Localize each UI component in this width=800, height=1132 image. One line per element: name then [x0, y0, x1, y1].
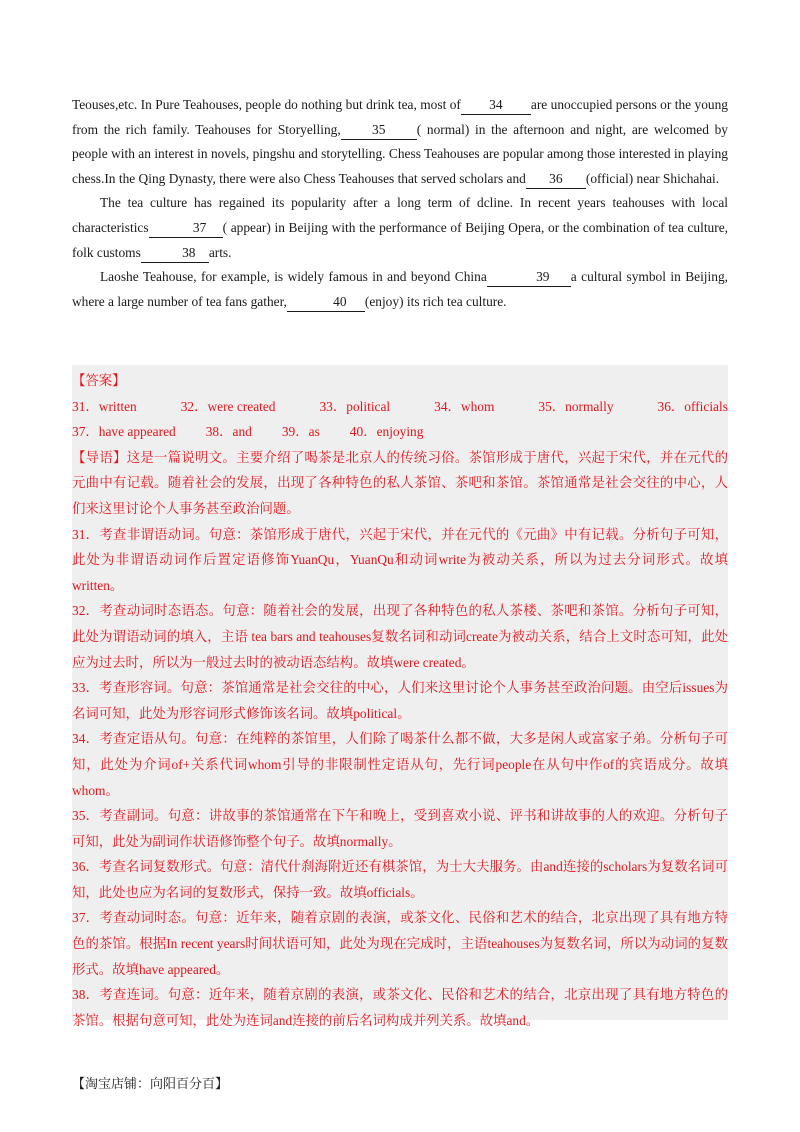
explanation-34: 34．考查定语从句。句意：在纯粹的茶馆里，人们除了喝茶什么都不做，大多是闲人或富家子弟。分析句子可知，此处为介词of+关系代词whom引导的非限制性定语从句，先行词people在从句中作of的宾语成分。故填whom。 [72, 731, 728, 798]
passage-text: Laoshe Teahouse, for example, is widely famous in and beyond China [100, 269, 487, 285]
answer-38: 38．and [205, 424, 252, 440]
blank-37: 37 [149, 219, 223, 238]
blank-39: 39 [487, 268, 571, 287]
blank-34: 34 [461, 96, 531, 115]
explanation-32: 32．考查动词时态语态。句意：随着社会的发展，出现了各种特色的私人茶楼、茶吧和茶馆。分析句子可知，此处为谓语动词的填入，主语 tea bars and teahouses复数名词和动词create为被动关系，结合上文时态可知，此处应为过去时，所以为一般过去时的被动语态结构。故填were created。 [72, 603, 728, 670]
answer-section [72, 368, 728, 1033]
passage-paragraph-2 [72, 191, 728, 265]
passage-text: are unoccupied persons or the young from the rich family. Teahouses for Storyelling, [72, 97, 728, 137]
passage-text: ( normal) in the afternoon and night, are welcomed by people with an interest in novels, pingshu and storytelling. Chess Teahouses are popular among those interested in playing chess.In the Qing Dynasty, there were also Chess Teahouses that served scholars and [72, 121, 729, 186]
explanation-31: 31．考查非谓语动词。句意：茶馆形成于唐代，兴起于宋代，并在元代的《元曲》中有记载。分析句子可知，此处为非谓语动词作后置定语修饰YuanQu，YuanQu和动词write为被动关系，所以为过去分词形式。故填written。 [72, 526, 728, 593]
blank-38: 38 [141, 244, 209, 263]
explanation-36: 36．考查名词复数形式。句意：清代什刹海附近还有棋茶馆，为士大夫服务。由and连接的scholars为复数名词可知，此处也应为名词的复数形式，保持一致。故填officials。 [72, 859, 728, 900]
passage-text: (enjoy) its rich tea culture. [364, 293, 507, 309]
shop-footer: 【淘宝店铺：向阳百分百】 [72, 1076, 229, 1091]
answer-35: 35．normally [538, 398, 614, 414]
explanation-38: 38．考查连词。句意：近年来，随着京剧的表演，或茶文化、民俗和艺术的结合，北京出现了具有地方特色的茶馆。根据句意可知，此处为连词and连接的前后名词构成并列关系。故填and。 [72, 987, 728, 1028]
answer-key-row-1 [72, 394, 728, 420]
answer-32: 32．were created [180, 398, 276, 414]
answer-33: 33．political [319, 398, 391, 414]
blank-36: 36 [526, 170, 586, 189]
answer-header: 【答案】 [72, 373, 126, 388]
passage-paragraph-1 [72, 93, 728, 191]
explanation-37: 37．考查动词时态。句意：近年来，随着京剧的表演，或茶文化、民俗和艺术的结合，北京出现了具有地方特色的茶馆。根据In recent years时间状语可知，此处为现在完成时，主语teahouses为复数名词，所以为动词的复数形式。故填have appeared。 [72, 910, 728, 977]
answer-40: 40．enjoying [349, 424, 424, 440]
explanation-33: 33．考查形容词。句意：茶馆通常是社会交往的中心，人们来这里讨论个人事务甚至政治问题。由空后issues为名词可知，此处为形容词形式修饰该名词。故填political。 [72, 680, 728, 721]
passage-text: arts. [208, 244, 232, 260]
explanation-35: 35．考查副词。句意：讲故事的茶馆通常在下午和晚上，受到喜欢小说、评书和讲故事的人的欢迎。分析句子可知，此处为副词作状语修饰整个句子。故填normally。 [72, 808, 728, 849]
passage-text: The tea culture has regained its popularity after a long term of dcline. In recent years teahouses with local characteristics [72, 195, 728, 235]
passage-text: a cultural symbol in Beijing, where a large number of tea fans gather, [72, 269, 728, 309]
answer-36: 36．officials [657, 398, 728, 414]
guide-paragraph: 【导语】这是一篇说明文。主要介绍了喝茶是北京人的传统习俗。茶馆形成于唐代，兴起于宋代，并在元代的元曲中有记载。随着社会的发展，出现了各种特色的私人茶馆、茶吧和茶馆。茶馆通常是社会交往的中心，人们来这里讨论个人事务甚至政治问题。 [72, 449, 728, 516]
passage-text: ( appear) in Beijing with the performance of Beijing Opera, or the combination of tea culture, folk customs [72, 219, 728, 260]
blank-35: 35 [341, 121, 417, 140]
answer-39: 39．as [281, 424, 320, 440]
passage-paragraph-3 [72, 265, 728, 314]
answer-key-row-2 [72, 419, 728, 445]
blank-40: 40 [287, 293, 365, 312]
answer-34: 34．whom [434, 398, 495, 414]
answer-31: 31．written [72, 398, 137, 414]
reading-passage [72, 93, 728, 314]
answer-37: 37．have appeared [72, 424, 176, 440]
passage-text: Teouses,etc. In Pure Teahouses, people do nothing but drink tea, most of [72, 97, 461, 112]
passage-text: (official) near Shichahai. [585, 170, 720, 186]
